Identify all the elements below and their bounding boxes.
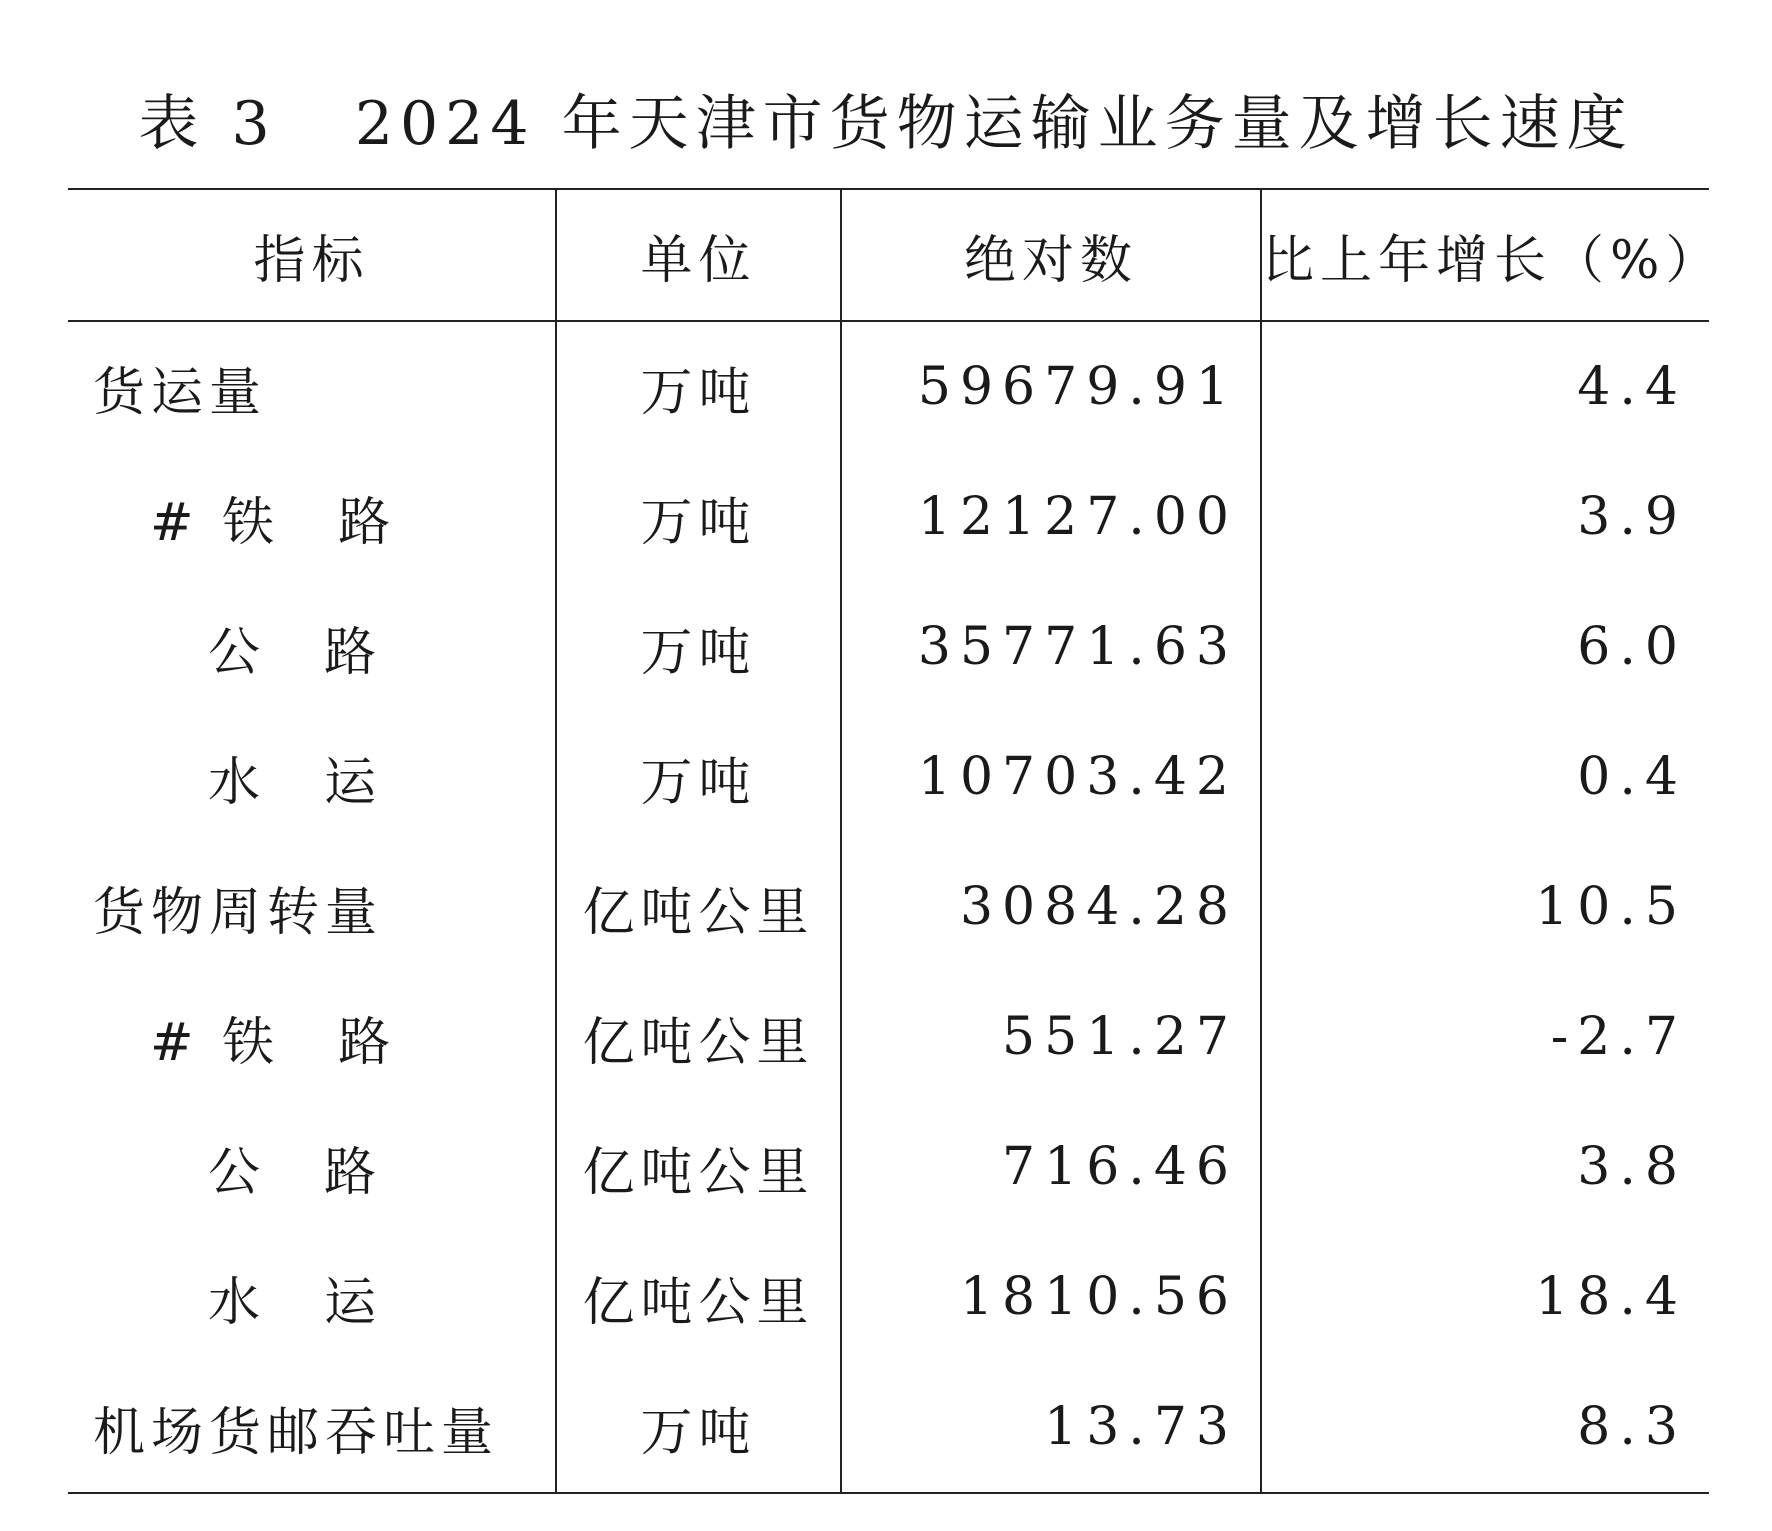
table-row <box>68 1362 1709 1493</box>
indicator-cell: 公 路 <box>208 1142 383 1203</box>
indicator-cell: # 铁 路 <box>150 1012 397 1073</box>
table-row <box>68 842 1709 972</box>
indicator-cell: 机场货邮吞吐量 <box>68 1362 556 1493</box>
growth-cell: 0.4 <box>1261 712 1709 842</box>
indicator-cell: 货运量 <box>93 362 268 423</box>
absolute-cell: 716.46 <box>841 1102 1261 1232</box>
indicator-cell: 水 运 <box>208 752 383 813</box>
table-header-row <box>68 189 1709 321</box>
growth-cell: 10.5 <box>1261 842 1709 972</box>
column-header-unit: 单位 <box>556 189 841 321</box>
unit-cell: 亿吨公里 <box>556 1232 841 1362</box>
table-row <box>68 1102 1709 1232</box>
absolute-cell: 10703.42 <box>841 712 1261 842</box>
unit-cell: 亿吨公里 <box>556 1102 841 1232</box>
growth-cell: 6.0 <box>1261 582 1709 712</box>
growth-cell: 3.8 <box>1261 1102 1709 1232</box>
table-row <box>68 712 1709 842</box>
unit-cell: 万吨 <box>556 1362 841 1493</box>
column-header-indicator: 指标 <box>68 189 556 321</box>
indicator-cell: 公 路 <box>208 622 383 683</box>
unit-cell: 万吨 <box>556 452 841 582</box>
absolute-cell: 551.27 <box>841 972 1261 1102</box>
unit-cell: 万吨 <box>556 712 841 842</box>
indicator-cell: # 铁 路 <box>150 492 397 553</box>
absolute-cell: 35771.63 <box>841 582 1261 712</box>
growth-cell: 8.3 <box>1261 1362 1709 1493</box>
table-row <box>68 582 1709 712</box>
column-header-absolute: 绝对数 <box>841 189 1261 321</box>
table-row <box>68 972 1709 1102</box>
unit-cell: 万吨 <box>556 582 841 712</box>
unit-cell: 万吨 <box>556 321 841 452</box>
freight-statistics-table <box>68 188 1724 1494</box>
absolute-cell: 1810.56 <box>841 1232 1261 1362</box>
absolute-cell: 59679.91 <box>841 321 1261 452</box>
unit-cell: 亿吨公里 <box>556 972 841 1102</box>
table-row <box>68 321 1709 452</box>
indicator-cell: 水 运 <box>208 1272 383 1333</box>
growth-cell: -2.7 <box>1261 972 1709 1102</box>
table-title: 表 3 2024 年天津市货物运输业务量及增长速度 <box>138 89 1634 159</box>
growth-cell: 4.4 <box>1261 321 1709 452</box>
table-row <box>68 1232 1709 1362</box>
growth-cell: 3.9 <box>1261 452 1709 582</box>
absolute-cell: 3084.28 <box>841 842 1261 972</box>
growth-cell: 18.4 <box>1261 1232 1709 1362</box>
unit-cell: 亿吨公里 <box>556 842 841 972</box>
absolute-cell: 13.73 <box>841 1362 1261 1493</box>
column-header-growth: 比上年增长（%） <box>1261 189 1709 321</box>
indicator-cell: 货物周转量 <box>93 882 384 943</box>
absolute-cell: 12127.00 <box>841 452 1261 582</box>
table-row <box>68 452 1709 582</box>
